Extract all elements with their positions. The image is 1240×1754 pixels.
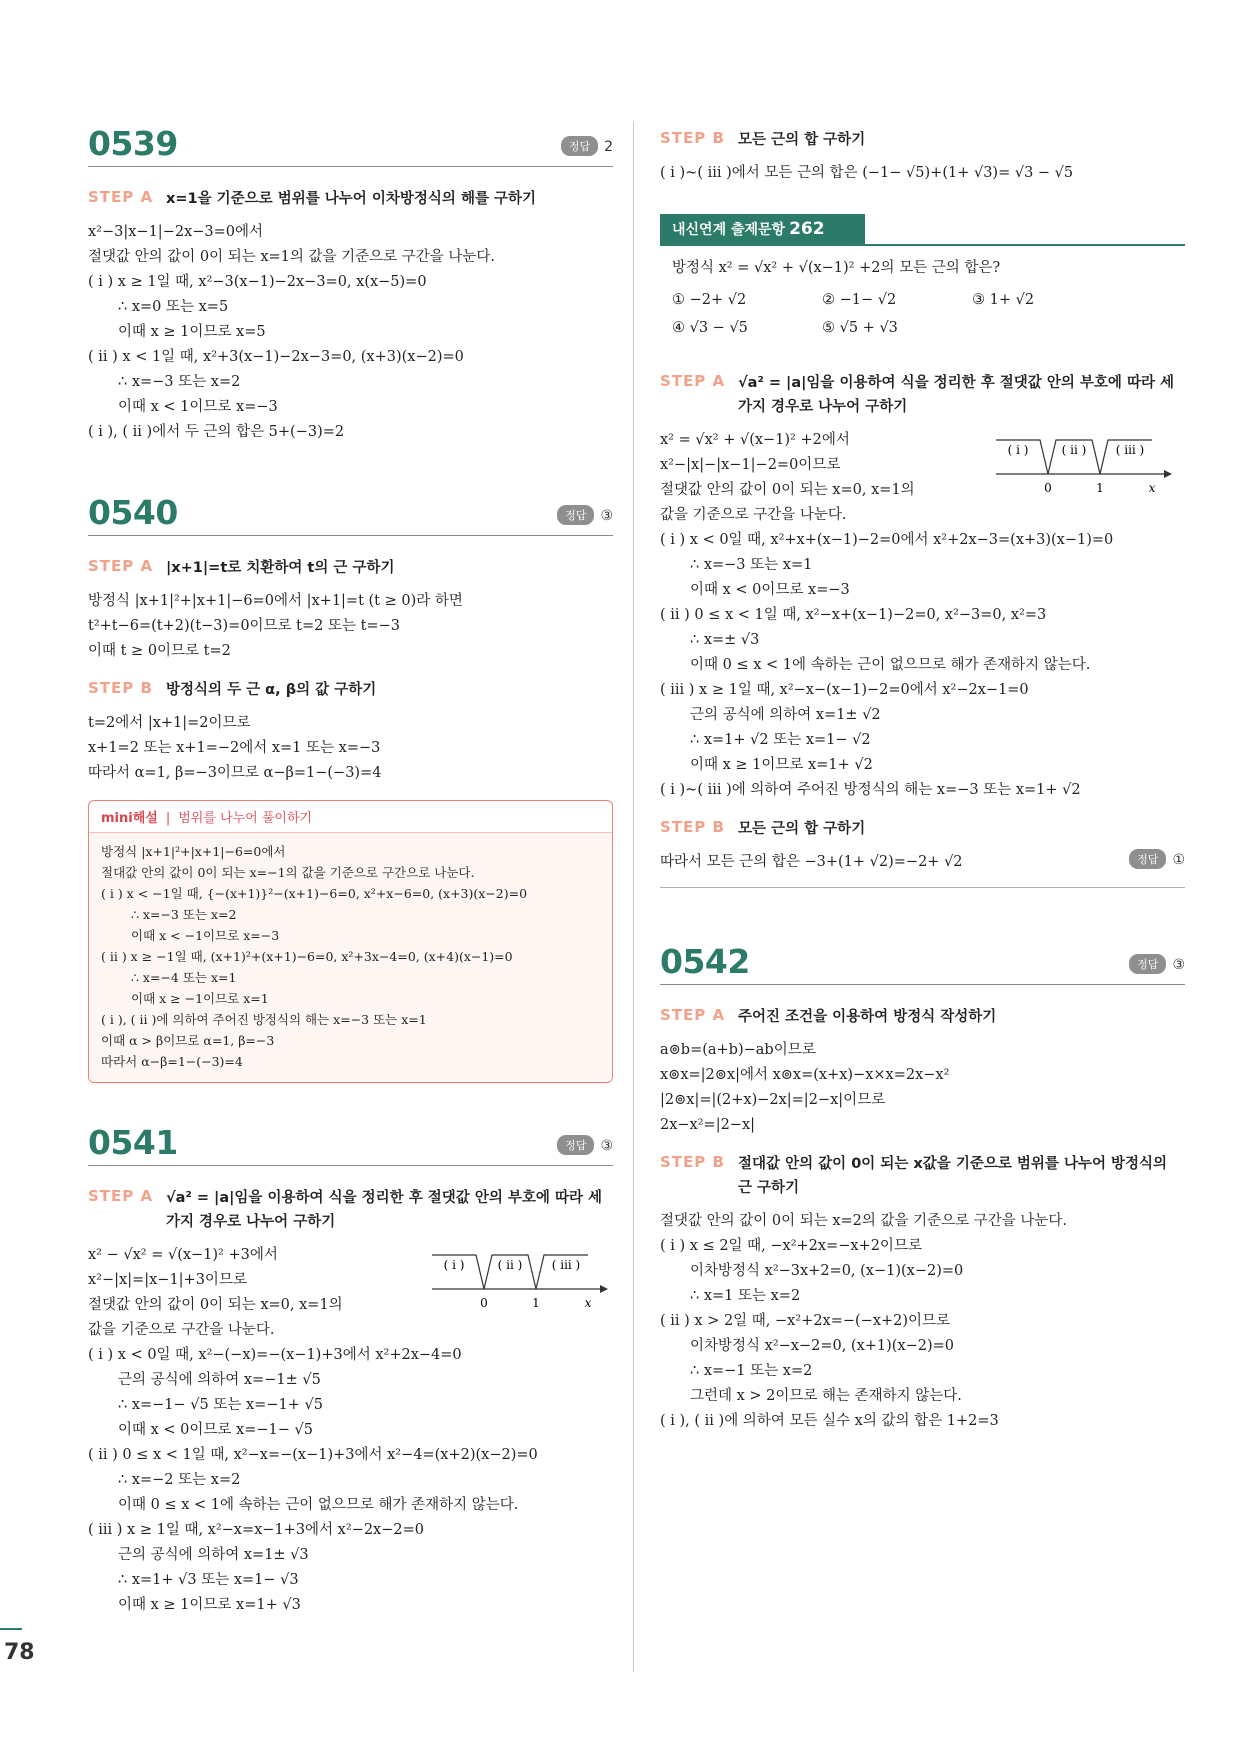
region-label: ( ii ) [497, 1258, 523, 1272]
solution-line: ∴ x=0 또는 x=5 [118, 299, 229, 315]
solution-line: 절댓값 안의 값이 0이 되는 x=0, x=1의 [660, 482, 915, 498]
answer [557, 1135, 613, 1155]
answer-badge: 정답 [557, 505, 594, 525]
choice: ⑤ √5 + √3 [822, 320, 898, 336]
step-title: x=1을 기준으로 범위를 나누어 이차방정식의 해를 구하기 [166, 191, 537, 207]
solution-line: 이때 0 ≤ x < 1에 속하는 근이 없으므로 해가 존재하지 않는다. [690, 657, 1091, 673]
answer-badge: 정답 [557, 1135, 594, 1155]
related-problem-box [660, 214, 1185, 345]
solution-line: 이때 x ≥ 1이므로 x=5 [118, 324, 266, 340]
solution-line: 값을 기준으로 구간을 나눈다. [88, 1322, 275, 1338]
solution-line: ∴ x=−1− √5 또는 x=−1+ √5 [118, 1397, 323, 1413]
problem-0540 [88, 479, 613, 1083]
column-divider [633, 122, 634, 1672]
solution-line: ( i ) x ≤ 2일 때, −x²+2x=−x+2이므로 [660, 1238, 922, 1254]
left-column [88, 110, 613, 1618]
choice: ② −1− √2 [822, 292, 897, 308]
tick-label: 0 [1044, 481, 1052, 495]
problem-header [88, 1109, 613, 1166]
right-column [660, 128, 1185, 1434]
solution-line: ∴ x=1+ √3 또는 x=1− √3 [118, 1572, 299, 1588]
solution-line: ( i ), ( ii )에서 두 근의 합은 5+(−3)=2 [88, 424, 345, 440]
region-label: ( i ) [443, 1258, 465, 1272]
step-b [660, 128, 1185, 152]
solution-line: ( iii ) x ≥ 1일 때, x²−x−(x−1)−2=0에서 x²−2x−1=0 [660, 682, 1029, 698]
mini-solution-title: 범위를 나누어 풀이하기 [178, 811, 313, 826]
problem-header [88, 479, 613, 536]
step-tag: STEP A [660, 1006, 726, 1024]
region-label: ( iii ) [551, 1258, 581, 1272]
tick-label: 1 [532, 1296, 540, 1310]
choices [672, 287, 1173, 341]
choice: ① −2+ √2 [672, 292, 747, 308]
related-solution [660, 371, 1185, 888]
answer [557, 505, 613, 525]
solution-line: ( i ) x ≥ 1일 때, x²−3(x−1)−2x−3=0, x(x−5)=0 [88, 274, 427, 290]
step-b [660, 817, 1185, 841]
solution-line: x+1=2 또는 x+1=−2에서 x=1 또는 x=−3 [88, 740, 381, 756]
page-number-bar [0, 1628, 22, 1630]
problem-number: 0542 [660, 942, 750, 981]
problem-number: 0540 [88, 493, 178, 532]
mini-line: ( i ), ( ii )에 의하여 주어진 방정식의 해는 x=−3 또는 x=1 [101, 1012, 427, 1027]
solution-line: |2⊚x|=|(2+x)−2x|=|2−x|이므로 [660, 1092, 886, 1108]
solution-line: 이때 x < 1이므로 x=−3 [118, 399, 278, 415]
tick-label: 1 [1096, 481, 1104, 495]
mini-line: 이때 x ≥ −1이므로 x=1 [131, 991, 269, 1006]
solution-line: ( i ) x < 0일 때, x²−(−x)=−(x−1)+3에서 x²+2x−4=0 [88, 1347, 462, 1363]
step-title: √a² = |a|임을 이용하여 식을 정리한 후 절댓값 안의 부호에 따라 세 가지 경우로 나누어 구하기 [166, 1190, 603, 1230]
tick-label: 0 [480, 1296, 488, 1310]
mini-line: 이때 x < −1이므로 x=−3 [131, 928, 280, 943]
related-problem-body [660, 246, 1185, 345]
mini-line: ( i ) x < −1일 때, {−(x+1)}²−(x+1)−6=0, x²+x−6=0, (x+3)(x−2)=0 [101, 886, 528, 901]
problem-0541 [88, 1109, 613, 1618]
solution-line: 이때 x < 0이므로 x=−3 [690, 582, 850, 598]
answer-value: ③ [1172, 957, 1185, 973]
answer-value: ③ [600, 1138, 613, 1154]
choice: ③ 1+ √2 [972, 292, 1035, 308]
solution-line: x²−3|x−1|−2x−3=0에서 [88, 224, 264, 240]
solution-line: ∴ x=± √3 [690, 632, 760, 648]
step-tag: STEP B [660, 818, 725, 836]
solution-line: ∴ x=−3 또는 x=2 [118, 374, 241, 390]
answer [1129, 954, 1185, 974]
related-problem-title: 내신연계 출제문항 [672, 222, 786, 238]
solution-line: ∴ x=−3 또는 x=1 [690, 557, 813, 573]
mini-solution-tag: mini해설 [101, 811, 158, 826]
mini-separator: | [165, 811, 171, 826]
step-tag: STEP A [88, 1187, 154, 1205]
step-b [88, 678, 613, 702]
solution-line: ( i ), ( ii )에 의하여 모든 실수 x의 값의 합은 1+2=3 [660, 1413, 999, 1429]
solution-line: x² = √x² + √(x−1)² +2에서 [660, 432, 850, 448]
answer [1129, 849, 1185, 869]
interval-diagram [428, 1245, 608, 1315]
answer-badge: 정답 [1129, 954, 1166, 974]
mini-line: 따라서 α−β=1−(−3)=4 [101, 1054, 243, 1069]
solution-line: 그런데 x > 2이므로 해는 존재하지 않는다. [690, 1388, 962, 1404]
solution-line: a⊚b=(a+b)−ab이므로 [660, 1042, 816, 1058]
solution-line: 따라서 모든 근의 합은 −3+(1+ √2)=−2+ √2 [660, 854, 963, 870]
problem-header [88, 110, 613, 167]
solution-line: 근의 공식에 의하여 x=1± √3 [118, 1547, 309, 1563]
problem-number: 0539 [88, 124, 178, 163]
step-title: 방정식의 두 근 α, β의 값 구하기 [166, 682, 377, 698]
mini-line: 방정식 |x+1|²+|x+1|−6=0에서 [101, 844, 286, 859]
step-title: 모든 근의 합 구하기 [738, 821, 866, 837]
mini-line: ( ii ) x ≥ −1일 때, (x+1)²+(x+1)−6=0, x²+3x−4=0, (x+4)(x−1)=0 [101, 949, 513, 964]
region-label: ( ii ) [1061, 443, 1087, 457]
axis-label: x [1148, 481, 1156, 495]
answer-badge: 정답 [1129, 849, 1166, 869]
mini-line: 이때 α > β이므로 α=1, β=−3 [101, 1033, 275, 1048]
solution-line: ∴ x=1 또는 x=2 [690, 1288, 801, 1304]
solution-line: ( ii ) 0 ≤ x < 1일 때, x²−x+(x−1)−2=0, x²−3=0, x²=3 [660, 607, 1047, 623]
step-a [660, 1005, 1185, 1029]
solution-line: 따라서 α=1, β=−3이므로 α−β=1−(−3)=4 [88, 765, 382, 781]
step-title: 모든 근의 합 구하기 [738, 132, 866, 148]
answer [561, 136, 613, 156]
problem-number: 0541 [88, 1123, 178, 1162]
solution-line: 절댓값 안의 값이 0이 되는 x=1의 값을 기준으로 구간을 나눈다. [88, 249, 496, 265]
mini-line: 절대값 안의 값이 0이 되는 x=−1의 값을 기준으로 구간으로 나눈다. [101, 865, 475, 880]
step-tag: STEP B [660, 1153, 725, 1171]
step-tag: STEP B [660, 129, 725, 147]
solution-line: ( ii ) x < 1일 때, x²+3(x−1)−2x−3=0, (x+3)(x−2)=0 [88, 349, 464, 365]
solution-line: ( i )~( iii )에서 모든 근의 합은 (−1− √5)+(1+ √3)= √3 − √5 [660, 165, 1074, 181]
section-divider [660, 887, 1185, 888]
solution-line: 방정식 |x+1|²+|x+1|−6=0에서 |x+1|=t (t ≥ 0)라 하면 [88, 593, 463, 609]
solution-line: 이때 0 ≤ x < 1에 속하는 근이 없으므로 해가 존재하지 않는다. [118, 1497, 519, 1513]
step-title: |x+1|=t로 치환하여 t의 근 구하기 [166, 560, 395, 576]
solution-line: 2x−x²=|2−x| [660, 1117, 756, 1133]
solution-line: 이차방정식 x²−3x+2=0, (x−1)(x−2)=0 [690, 1263, 964, 1279]
mini-line: ∴ x=−3 또는 x=2 [131, 907, 237, 922]
solution-line: 이때 t ≥ 0이므로 t=2 [88, 643, 231, 659]
mini-solution-body [89, 833, 612, 1082]
solution-line: ∴ x=1+ √2 또는 x=1− √2 [690, 732, 871, 748]
problem-0539 [88, 110, 613, 445]
solution-line: t²+t−6=(t+2)(t−3)=0이므로 t=2 또는 t=−3 [88, 618, 400, 634]
page-number: 78 [4, 1640, 35, 1665]
region-label: ( iii ) [1115, 443, 1145, 457]
problem-0542 [660, 928, 1185, 1434]
mini-line: ∴ x=−4 또는 x=1 [131, 970, 237, 985]
step-a [88, 1186, 613, 1234]
step-title: √a² = |a|임을 이용하여 식을 정리한 후 절댓값 안의 부호에 따라 세 가지 경우로 나누어 구하기 [738, 375, 1175, 415]
step-tag: STEP B [88, 679, 153, 697]
mini-solution-box [88, 800, 613, 1083]
step-a [88, 187, 613, 211]
answer-value: ③ [600, 508, 613, 524]
related-problem-header [660, 214, 1185, 246]
answer-value: 2 [604, 139, 613, 155]
axis-label: x [584, 1296, 592, 1310]
step-tag: STEP A [88, 557, 154, 575]
step-title: 주어진 조건을 이용하여 방정식 작성하기 [738, 1009, 997, 1025]
solution-line: t=2에서 |x+1|=2이므로 [88, 715, 251, 731]
solution-line: 근의 공식에 의하여 x=1± √2 [690, 707, 881, 723]
solution-line: 이때 x ≥ 1이므로 x=1+ √2 [690, 757, 873, 773]
solution-line: ∴ x=−2 또는 x=2 [118, 1472, 241, 1488]
interval-diagram [992, 430, 1172, 500]
solution-line: 근의 공식에 의하여 x=−1± √5 [118, 1372, 321, 1388]
step-a [660, 371, 1185, 419]
solution-line: 이때 x ≥ 1이므로 x=1+ √3 [118, 1597, 301, 1613]
solution-line: x²−|x|−|x−1|−2=0이므로 [660, 457, 841, 473]
solution-line: ( ii ) x > 2일 때, −x²+2x=−(−x+2)이므로 [660, 1313, 951, 1329]
solution-line: 절댓값 안의 값이 0이 되는 x=2의 값을 기준으로 구간을 나눈다. [660, 1213, 1068, 1229]
solution-line: ( i ) x < 0일 때, x²+x+(x−1)−2=0에서 x²+2x−3=(x+3)(x−1)=0 [660, 532, 1114, 548]
region-label: ( i ) [1007, 443, 1029, 457]
solution-line: ( i )~( iii )에 의하여 주어진 방정식의 해는 x=−3 또는 x=1+ √2 [660, 782, 1081, 798]
related-problem-number: 262 [789, 219, 825, 239]
related-question: 방정식 x² = √x² + √(x−1)² +2의 모든 근의 합은? [672, 260, 1001, 276]
solution-line: 이때 x < 0이므로 x=−1− √5 [118, 1422, 313, 1438]
problem-header [660, 928, 1185, 985]
step-tag: STEP A [88, 188, 154, 206]
step-b [660, 1152, 1185, 1200]
solution-line: 값을 기준으로 구간을 나눈다. [660, 507, 847, 523]
choice: ④ √3 − √5 [672, 320, 748, 336]
solution-line: x⊚x=|2⊚x|에서 x⊚x=(x+x)−x×x=2x−x² [660, 1067, 950, 1083]
solution-line: x²−|x|=|x−1|+3이므로 [88, 1272, 247, 1288]
step-tag: STEP A [660, 372, 726, 390]
solution-line: 절댓값 안의 값이 0이 되는 x=0, x=1의 [88, 1297, 343, 1313]
related-problem-label [660, 214, 865, 244]
solution-line: ∴ x=−1 또는 x=2 [690, 1363, 813, 1379]
mini-solution-header [89, 801, 612, 833]
answer-badge: 정답 [561, 136, 598, 156]
answer-value: ① [1172, 852, 1185, 868]
solution-line: ( iii ) x ≥ 1일 때, x²−x=x−1+3에서 x²−2x−2=0 [88, 1522, 424, 1538]
step-title: 절대값 안의 값이 0이 되는 x값을 기준으로 범위를 나누어 방정식의 근 구하기 [738, 1156, 1168, 1196]
solution-line: 이차방정식 x²−x−2=0, (x+1)(x−2)=0 [690, 1338, 955, 1354]
solution-line: ( ii ) 0 ≤ x < 1일 때, x²−x=−(x−1)+3에서 x²−4=(x+2)(x−2)=0 [88, 1447, 538, 1463]
solution-line: x² − √x² = √(x−1)² +3에서 [88, 1247, 278, 1263]
step-a [88, 556, 613, 580]
